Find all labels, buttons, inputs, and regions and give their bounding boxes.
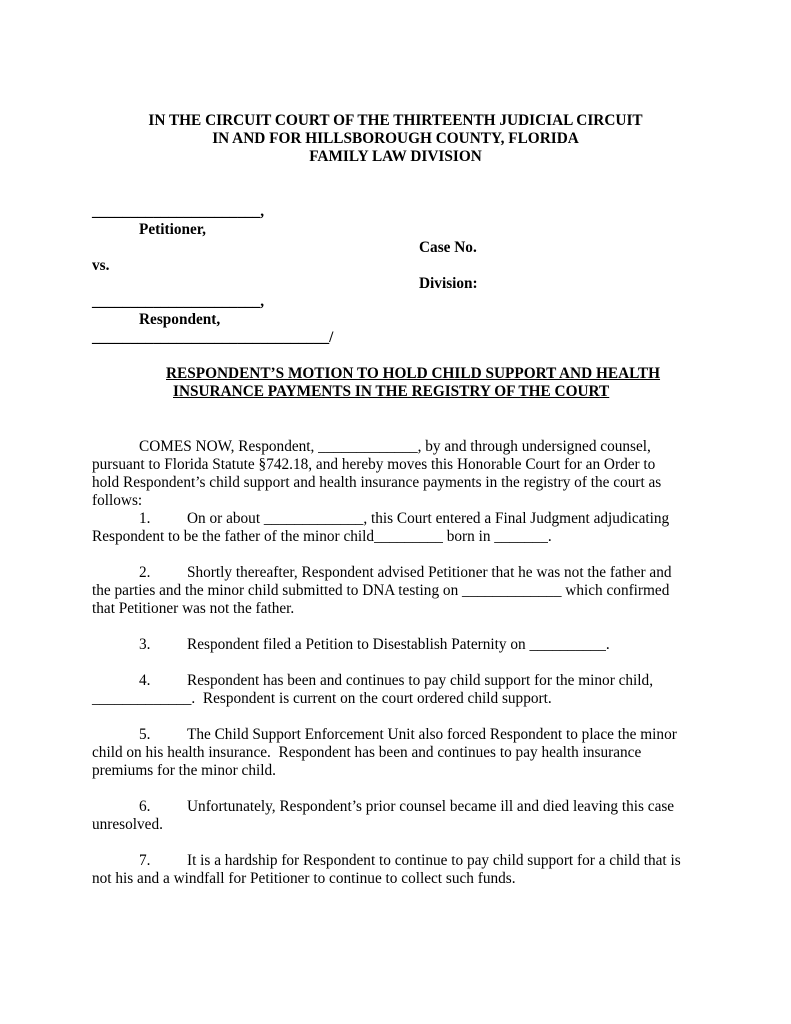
para-2-number: 2. [139,564,151,581]
motion-title-line2: INSURANCE PAYMENTS IN THE REGISTRY OF THE COURT [173,383,610,400]
para-1-line2: Respondent to be the father of the minor child_________ born in _______. [92,528,552,545]
intro-line2: pursuant to Florida Statute §742.18, and hereby moves this Honorable Court for an Order to [92,456,656,473]
para-7-line2: not his and a windfall for Petitioner to continue to collect such funds. [92,870,516,887]
para-6-line2: unresolved. [92,816,163,833]
para-5-number: 5. [139,726,151,743]
division-label: Division: [419,275,478,292]
para-4-number: 4. [139,672,151,689]
para-6-number: 6. [139,798,151,815]
respondent-blank: ______________________, [92,293,265,310]
court-header-line2: IN AND FOR HILLSBOROUGH COUNTY, FLORIDA [212,130,579,147]
para-7-number: 7. [139,852,151,869]
para-2-line2: the parties and the minor child submitted to DNA testing on _____________ which confirmed [92,582,670,599]
para-5-line2: child on his health insurance. Respondent has been and continues to pay health insurance [92,744,642,761]
respondent-label: Respondent, [139,311,221,328]
motion-title-line1: RESPONDENT’S MOTION TO HOLD CHILD SUPPORT AND HEALTH [166,365,661,382]
case-no-label: Case No. [419,239,477,256]
para-5-first-line: The Child Support Enforcement Unit also forced Respondent to place the minor [187,726,677,743]
court-header-line3: FAMILY LAW DIVISION [309,148,482,165]
intro-line3: hold Respondent’s child support and health insurance payments in the registry of the court as [92,474,662,491]
para-3-number: 3. [139,636,151,653]
intro-line1: COMES NOW, Respondent, _____________, by and through undersigned counsel, [139,438,651,455]
intro-line4: follows: [92,492,143,509]
para-7-first-line: It is a hardship for Respondent to continue to pay child support for a child that is [187,852,681,869]
court-header-line1: IN THE CIRCUIT COURT OF THE THIRTEENTH JUDICIAL CIRCUIT [148,112,643,129]
para-1-first-line: On or about _____________, this Court entered a Final Judgment adjudicating [187,510,670,527]
para-3-first-line: Respondent filed a Petition to Disestablish Paternity on __________. [187,636,610,653]
para-4-line2: _____________. Respondent is current on the court ordered child support. [92,690,552,707]
para-2-line3: that Petitioner was not the father. [92,600,295,617]
vs-label: vs. [92,257,110,274]
para-2-first-line: Shortly thereafter, Respondent advised Petitioner that he was not the father and [187,564,672,581]
petitioner-blank: ______________________, [92,203,265,220]
petitioner-label: Petitioner, [139,221,206,238]
para-1-number: 1. [139,510,151,527]
para-6-first-line: Unfortunately, Respondent’s prior counsel became ill and died leaving this case [187,798,675,815]
para-5-line3: premiums for the minor child. [92,762,276,779]
caption-closing-line: _______________________________/ [92,329,334,346]
para-4-first-line: Respondent has been and continues to pay child support for the minor child, [187,672,654,689]
